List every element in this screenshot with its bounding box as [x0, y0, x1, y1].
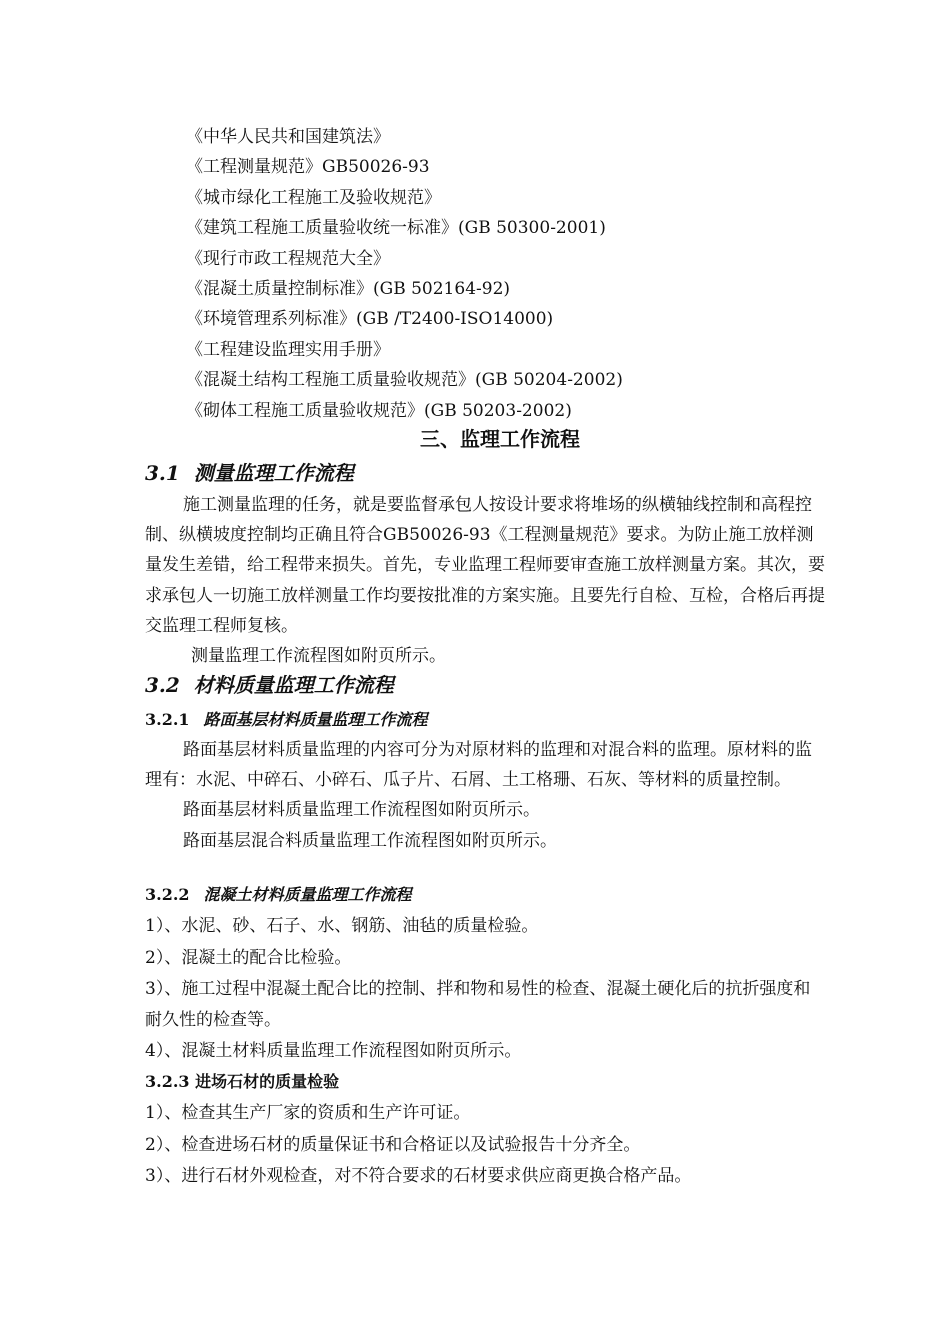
- list-item: 1）、检查其生产厂家的资质和生产许可证。: [145, 1103, 471, 1123]
- reference-list: [186, 122, 906, 426]
- section-number: 3.1: [145, 461, 180, 485]
- chapter-title: 三、监理工作流程: [420, 427, 580, 451]
- subsection-title: 路面基层材料质量监理工作流程: [203, 710, 428, 729]
- section-number: 3.2: [145, 673, 180, 697]
- reference-item: 《工程建设监理实用手册》: [186, 339, 390, 360]
- section-3-2: [145, 670, 825, 700]
- list-item: 4）、混凝土材料质量监理工作流程图如附页所示。: [145, 1041, 522, 1061]
- section-paragraph: 测量监理工作流程图如附页所示。: [191, 646, 446, 667]
- reference-item: 《城市绿化工程施工及验收规范》: [186, 187, 441, 208]
- subsection-number: 3.2.2: [145, 885, 190, 904]
- subsection-title: 混凝土材料质量监理工作流程: [203, 885, 412, 904]
- section-3-1: [145, 458, 825, 671]
- reference-item: 《混凝土质量控制标准》(GB 502164-92): [186, 278, 511, 299]
- section-3-2-2: [145, 881, 825, 1068]
- section-title: 材料质量监理工作流程: [193, 673, 394, 697]
- subsection-heading: [145, 706, 825, 734]
- subsection-heading: [145, 881, 825, 909]
- list-item: 3）、施工过程中混凝土配合比的控制、拌和物和易性的检查、混凝土硬化后的抗折强度和耐久性的检查等。: [145, 979, 811, 1030]
- section-title: 测量监理工作流程: [193, 461, 354, 485]
- list-item: 1）、水泥、砂、石子、水、钢筋、油毡的质量检验。: [145, 916, 539, 936]
- section-heading: [145, 458, 825, 488]
- section-paragraph: 施工测量监理的任务，就是要监督承包人按设计要求将堆场的纵横轴线控制和高程控制、纵横坡度控制均正确且符合GB50026-93《工程测量规范》要求。为防止施工放样测量发生差错，给工程带来损失。首先，专业监理工程师要审查施工放样测量方案。其次，要求承包人一切施工放样测量工作均要按批准的方案实施。且要先行自检、互检，合格后再提交监理工程师复核。: [145, 495, 825, 636]
- section-paragraph: 路面基层材料质量监理的内容可分为对原材料的监理和对混合料的监理。原材料的监理有：水泥、中碎石、小碎石、瓜子片、石屑、土工格珊、石灰、等材料的质量控制。: [145, 740, 812, 791]
- reference-item: 《工程测量规范》GB50026-93: [186, 157, 430, 178]
- reference-item: 《砌体工程施工质量验收规范》(GB 50203-2002): [186, 400, 572, 421]
- list-item: 2）、检查进场石材的质量保证书和合格证以及试验报告十分齐全。: [145, 1134, 641, 1155]
- subsection-number: 3.2.1: [145, 710, 190, 729]
- list-item: 3）、进行石材外观检查，对不符合要求的石材要求供应商更换合格产品。: [145, 1166, 692, 1186]
- reference-item: 《混凝土结构工程施工质量验收规范》(GB 50204-2002): [186, 370, 623, 391]
- section-3-2-3: [145, 1068, 825, 1193]
- reference-item: 《现行市政工程规范大全》: [186, 248, 390, 269]
- section-3-2-1: [145, 706, 825, 856]
- section-paragraph: 路面基层混合料质量监理工作流程图如附页所示。: [183, 830, 557, 851]
- subsection-heading: 3.2.3 进场石材的质量检验: [145, 1072, 340, 1091]
- reference-item: 《环境管理系列标准》(GB /T2400-ISO14000): [186, 309, 554, 330]
- section-heading: [145, 670, 825, 700]
- reference-item: 《中华人民共和国建筑法》: [186, 127, 390, 147]
- reference-item: 《建筑工程施工质量验收统一标准》(GB 50300-2001): [186, 218, 606, 239]
- list-item: 2）、混凝土的配合比检验。: [145, 947, 352, 968]
- section-paragraph: 路面基层材料质量监理工作流程图如附页所示。: [183, 800, 540, 821]
